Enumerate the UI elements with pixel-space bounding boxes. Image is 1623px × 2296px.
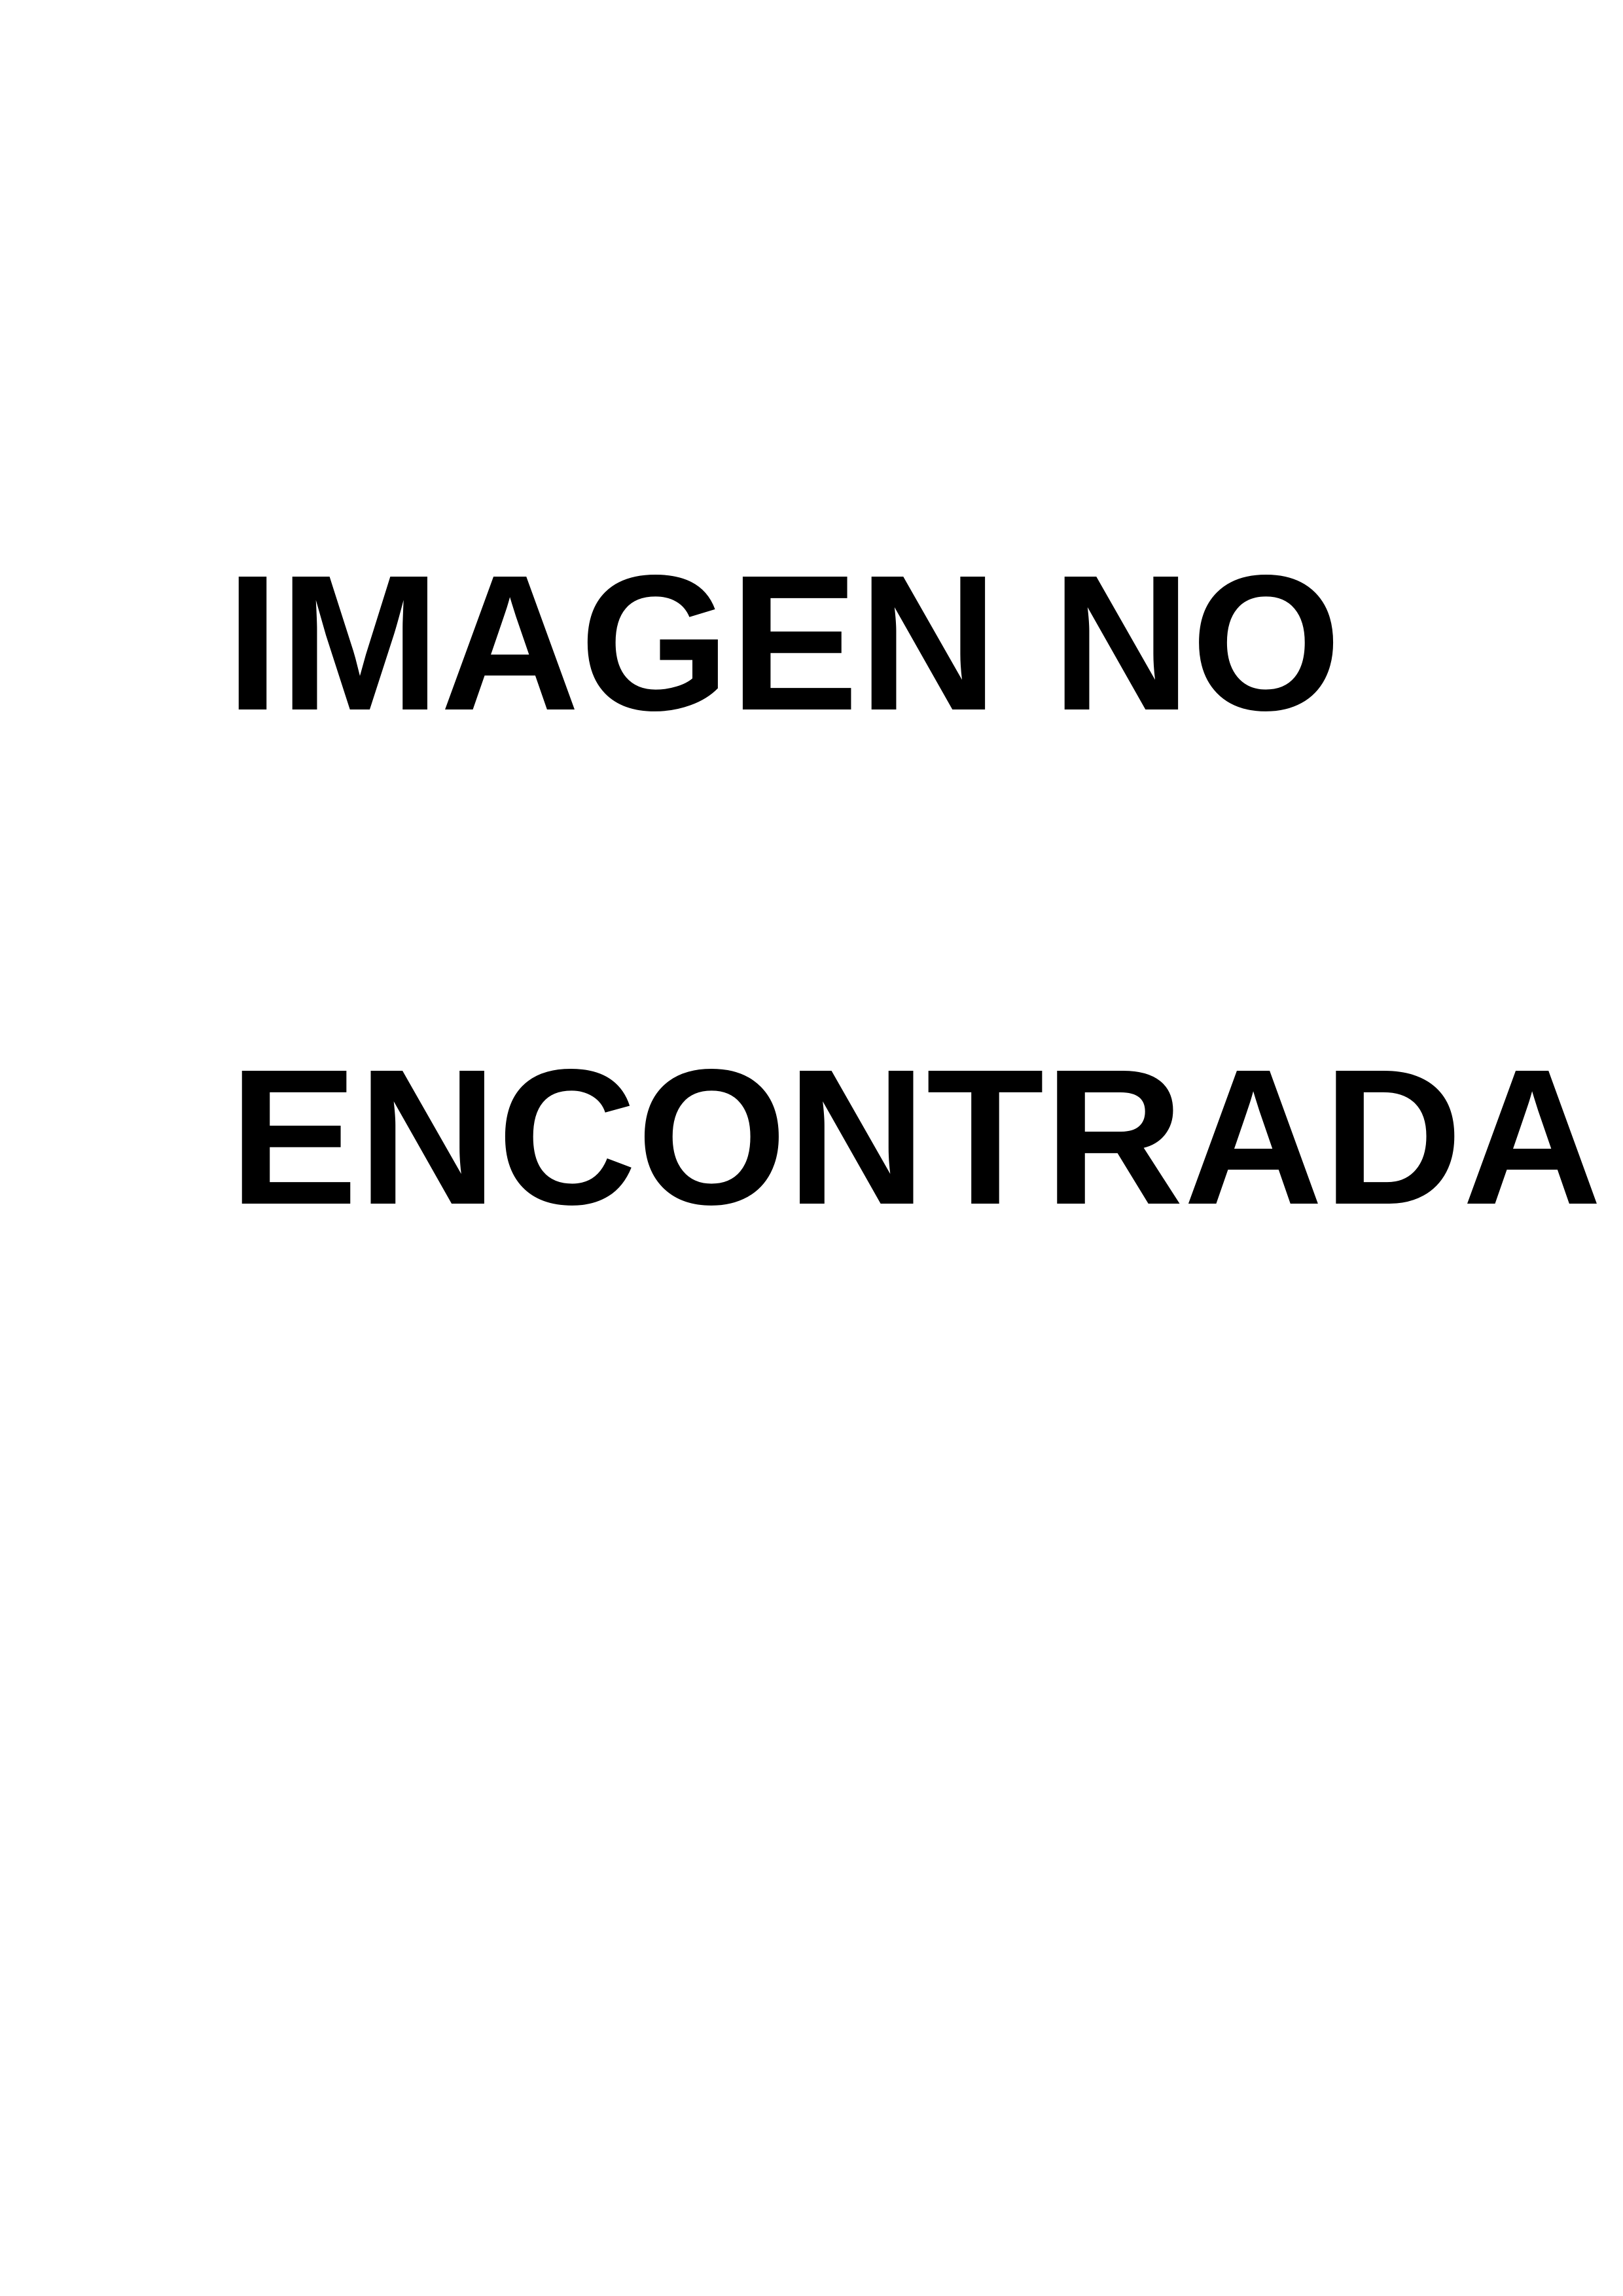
not-found-message-line-1: IMAGEN NO — [226, 535, 1342, 751]
not-found-message-line-2: ENCONTRADA — [229, 1029, 1602, 1245]
